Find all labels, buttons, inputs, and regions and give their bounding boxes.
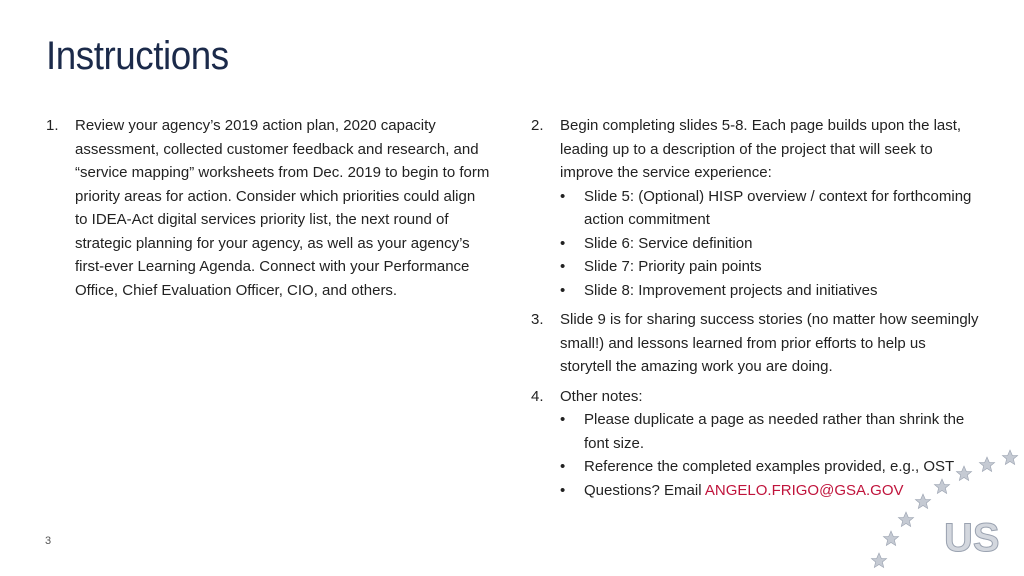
item-number: 1. xyxy=(46,117,59,134)
bullet-item xyxy=(560,279,981,303)
bullet-item xyxy=(560,232,981,256)
us-logo xyxy=(860,440,1024,576)
bullet-text: Slide 7: Priority pain points xyxy=(584,258,762,275)
bullet-dot-icon: • xyxy=(560,234,566,252)
item-number: 3. xyxy=(531,311,544,328)
bullet-dot-icon: • xyxy=(560,458,566,475)
item-text: Other notes: xyxy=(560,387,643,405)
contact-email-link[interactable]: ANGELO.FRIGO@GSA.GOV xyxy=(704,481,904,499)
bullet-dot-icon: • xyxy=(560,281,566,299)
bullet-list xyxy=(560,185,981,303)
us-logo-text: US xyxy=(944,516,1000,560)
bullet-text: Slide 5: (Optional) HISP overview / context for forthcoming action commitment xyxy=(584,187,972,228)
instruction-item-2 xyxy=(531,114,981,302)
item-text: Slide 9 is for sharing success stories (no matter how seemingly small!) and lessons learned from prior efforts to help us storytell the amazing work you are doing. xyxy=(560,311,979,375)
bullet-dot-icon: • xyxy=(560,187,566,205)
instruction-item-1 xyxy=(46,114,491,302)
questions-prefix: Questions? Email xyxy=(584,481,705,499)
left-column xyxy=(46,114,491,308)
slide-title: Instructions xyxy=(46,34,229,78)
page-number: 3 xyxy=(45,535,52,547)
bullet-dot-icon: • xyxy=(560,258,566,275)
instruction-item-3 xyxy=(531,308,981,379)
bullet-dot-icon: • xyxy=(560,411,566,428)
bullet-text: Reference the completed examples provided, e.g., OST xyxy=(584,458,955,475)
item-text: Begin completing slides 5-8. Each page builds upon the last, leading up to a description of the project that will seek to improve the service experience: xyxy=(560,117,962,181)
item-text: Review your agency’s 2019 action plan, 2020 capacity assessment, collected customer feedback and research, and “service mapping” worksheets from Dec. 2019 to begin to form priority areas for action. Consider which priorities could align to IDEA-Act digital services priority list, the next round of strategic planning for your agency, as well as your agency’s first-ever Learning Agenda. Connect with your Performance Office, Chief Evaluation Officer, CIO, and others. xyxy=(75,117,490,299)
bullet-item xyxy=(560,185,981,232)
item-number: 4. xyxy=(531,387,544,405)
bullet-item xyxy=(560,255,981,279)
item-number: 2. xyxy=(531,117,544,134)
bullet-dot-icon: • xyxy=(560,481,566,499)
bullet-text: Slide 8: Improvement projects and initiatives xyxy=(584,281,878,299)
bullet-text: Slide 6: Service definition xyxy=(584,234,753,252)
bullet-text: Please duplicate a page as needed rather than shrink the font size. xyxy=(584,411,965,452)
